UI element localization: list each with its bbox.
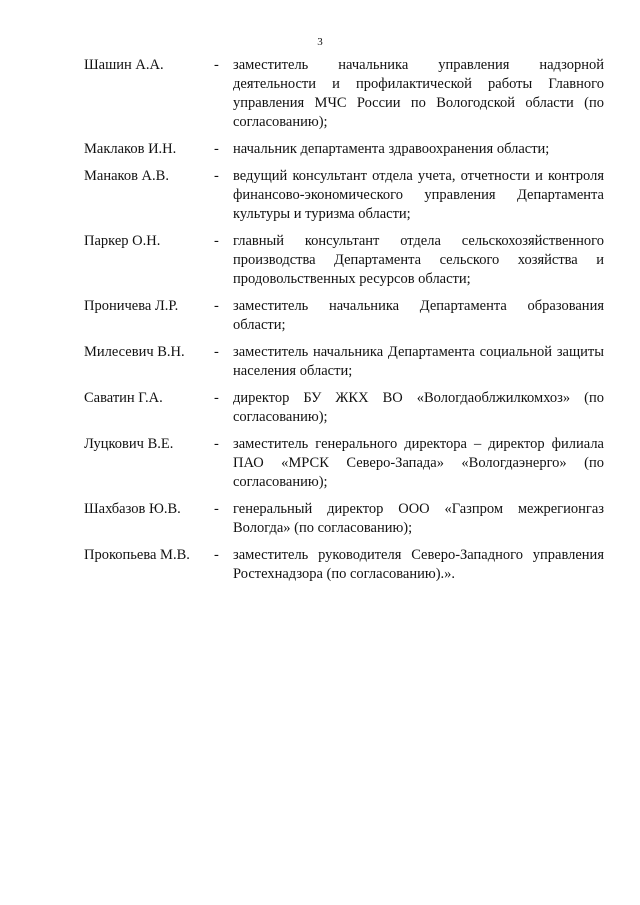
- list-item: [84, 232, 604, 289]
- member-list: [84, 56, 604, 592]
- member-position: ведущий консультант отдела учета, отчетности и контроля финансово-экономического управления Департамента культуры и туризма области;: [233, 168, 604, 222]
- member-position: главный консультант отдела сельскохозяйственного производства Департамента сельского хозяйства и продовольственных ресурсов области;: [233, 233, 604, 287]
- list-item: [84, 500, 604, 538]
- member-name: Паркер О.Н.: [84, 233, 161, 249]
- separator-dash: -: [214, 436, 219, 452]
- member-name: Шашин А.А.: [84, 57, 164, 73]
- separator-dash: -: [214, 298, 219, 314]
- list-item: [84, 297, 604, 335]
- separator-dash: -: [214, 344, 219, 360]
- separator-dash: -: [214, 233, 219, 249]
- member-position: заместитель начальника управления надзорной деятельности и профилактической работы Главного управления МЧС России по Вологодской области (по согласованию);: [233, 57, 604, 130]
- list-item: [84, 167, 604, 224]
- member-name: Саватин Г.А.: [84, 390, 163, 406]
- list-item: [84, 343, 604, 381]
- member-position: заместитель начальника Департамента социальной защиты населения области;: [233, 344, 604, 379]
- separator-dash: -: [214, 141, 219, 157]
- list-item: [84, 56, 604, 132]
- member-position: заместитель руководителя Северо-Западного управления Ростехнадзора (по согласованию).».: [233, 547, 604, 582]
- list-item: [84, 435, 604, 492]
- separator-dash: -: [214, 501, 219, 517]
- separator-dash: -: [214, 547, 219, 563]
- separator-dash: -: [214, 168, 219, 184]
- member-name: Маклаков И.Н.: [84, 141, 177, 157]
- member-name: Луцкович В.Е.: [84, 436, 174, 452]
- member-name: Шахбазов Ю.В.: [84, 501, 181, 517]
- member-position: генеральный директор ООО «Газпром межрегионгаз Вологда» (по согласованию);: [233, 501, 604, 536]
- separator-dash: -: [214, 57, 219, 73]
- member-name: Манаков А.В.: [84, 168, 169, 184]
- list-item: [84, 546, 604, 584]
- list-item: [84, 140, 604, 159]
- list-item: [84, 389, 604, 427]
- member-position: директор БУ ЖКХ ВО «Вологдаоблжилкомхоз» (по согласованию);: [233, 390, 604, 425]
- member-name: Проничева Л.Р.: [84, 298, 179, 314]
- member-name: Милесевич В.Н.: [84, 344, 185, 360]
- member-position: заместитель генерального директора – директор филиала ПАО «МРСК Северо-Запада» «Вологдаэнерго» (по согласованию);: [233, 436, 604, 490]
- member-position: заместитель начальника Департамента образования области;: [233, 298, 604, 333]
- member-name: Прокопьева М.В.: [84, 547, 190, 563]
- separator-dash: -: [214, 390, 219, 406]
- page-number: 3: [317, 36, 323, 48]
- member-position: начальник департамента здравоохранения области;: [233, 141, 550, 157]
